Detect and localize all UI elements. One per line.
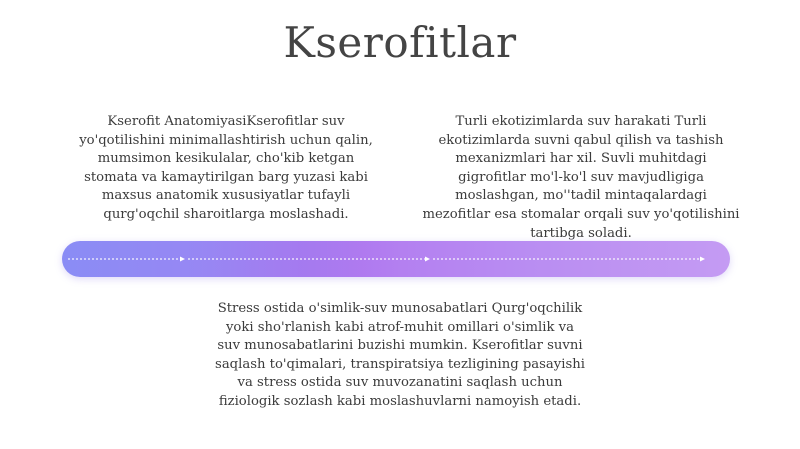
timeline-bar [62,241,730,277]
timeline-arrow-icon-1 [180,257,185,262]
timeline-arrow-icon-3 [700,257,705,262]
section-bottom-text: Stress ostida o'simlik-suv munosabatlari Qurg'oqchilik yoki sho'rlanish kabi atrof-muhit omillari o'simlik va suv munosabatlarini buzishi mumkin. Kserofitlar suvni saqlash to'qimalari, transpiratsiya tezligining pasayishi va stress ostida suv muvozanatini saqlash uchun fiziologik sozlash kabi moslashuvlarni namoyish etadi. [215,301,585,409]
page-title: Kserofitlar [283,18,517,67]
timeline-arrows [62,241,730,277]
section-left-text: Kserofit AnatomiyasiKserofitlar suv yo'qotilishini minimallashtirish uchun qalin, mumsimon kesikulalar, cho'kib ketgan stomata va kamaytirilgan barg yuzasi kabi maxsus anatomik xususiyatlar tufayli qurg'oqchil sharoitlarga moslashadi. [79,114,373,222]
section-right-text: Turli ekotizimlarda suv harakati Turli ekotizimlarda suvni qabul qilish va tashish mexanizmlari har xil. Suvli muhitdagi gigrofitlar mo'l-ko'l suv mavjudligiga moslashgan, mo''tadil mintaqalardagi mezofitlar esa stomalar orqali suv yo'qotilishini tartibga soladi. [422,114,740,241]
timeline-arrow-icon-2 [425,257,430,262]
